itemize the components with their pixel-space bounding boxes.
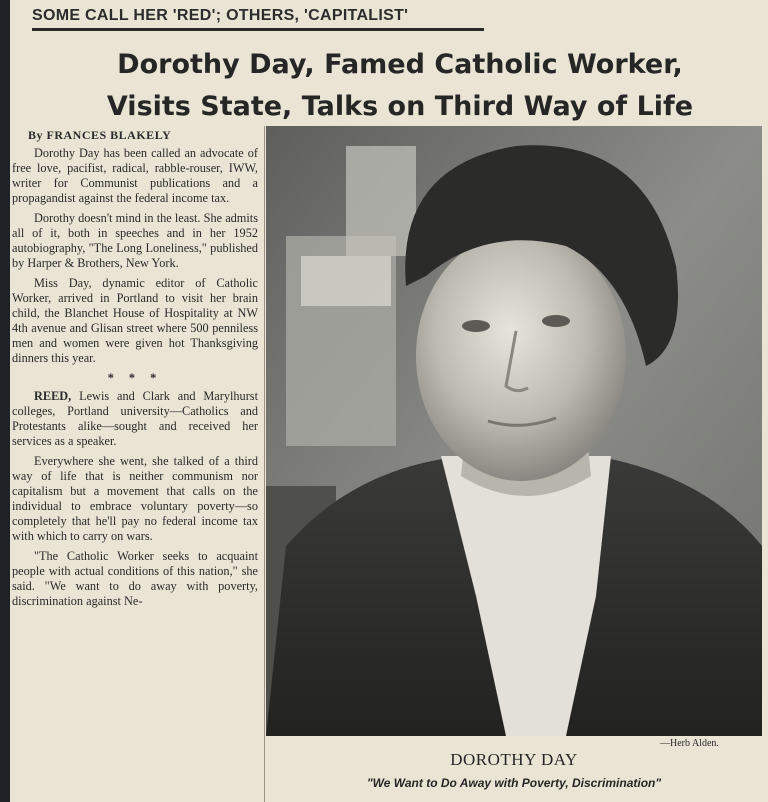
section-separator: * * * bbox=[107, 371, 163, 385]
article-paragraph: Dorothy Day has been called an advocate of free love, pacifist, radical, rabble-rouser, IWW, writer for Communist publications and a propagandist against the federal income tax. bbox=[12, 146, 258, 205]
main-headline bbox=[40, 44, 760, 128]
portrait-photo bbox=[266, 126, 762, 736]
photo-caption-quote: "We Want to Do Away with Poverty, Discrimination" bbox=[366, 776, 662, 790]
photo-caption-name: DOROTHY DAY bbox=[450, 750, 578, 769]
headline-line-1: Dorothy Day, Famed Catholic Worker, bbox=[117, 49, 683, 80]
newspaper-clipping bbox=[10, 0, 768, 802]
photo-credit: —Herb Alden. bbox=[660, 738, 719, 749]
byline: By FRANCES BLAKELY bbox=[28, 128, 172, 142]
paragraph-lead-word: REED, bbox=[34, 389, 72, 403]
article-paragraph bbox=[12, 389, 258, 449]
article-paragraph: Everywhere she went, she talked of a third way of life that is neither communism nor capitalism but a movement that calls on the individual to embrace voluntary poverty—so completely that he'll pay no federal income tax with which to carry on wars. bbox=[12, 454, 258, 543]
article-paragraph: Dorothy doesn't mind in the least. She admits all of it, both in speeches and in her 1952 autobiography, "The Long Loneliness," published by Harper & Brothers, New York. bbox=[12, 211, 258, 270]
article-body-column bbox=[12, 128, 258, 614]
portrait-image bbox=[266, 126, 762, 736]
headline-line-2: Visits State, Talks on Third Way of Life bbox=[106, 91, 694, 122]
paragraph-text: Lewis and Clark and Marylhurst colleges, Portland university—Catholics and Protestants alike—sought and received her services as a speaker. bbox=[12, 389, 258, 448]
kicker-headline: SOME CALL HER 'RED'; OTHERS, 'CAPITALIST' bbox=[32, 4, 484, 31]
article-paragraph: Miss Day, dynamic editor of Catholic Worker, arrived in Portland to visit her brain child, the Blanchet House of Hospitality at NW 4th avenue and Glisan street where 500 penniless men and women were given hot Thanksgiving dinners this year. bbox=[12, 276, 258, 365]
column-divider bbox=[264, 126, 265, 802]
article-paragraph: "The Catholic Worker seeks to acquaint people with actual conditions of this nation," she said. "We want to do away with poverty, discrimination against Ne- bbox=[12, 549, 258, 608]
